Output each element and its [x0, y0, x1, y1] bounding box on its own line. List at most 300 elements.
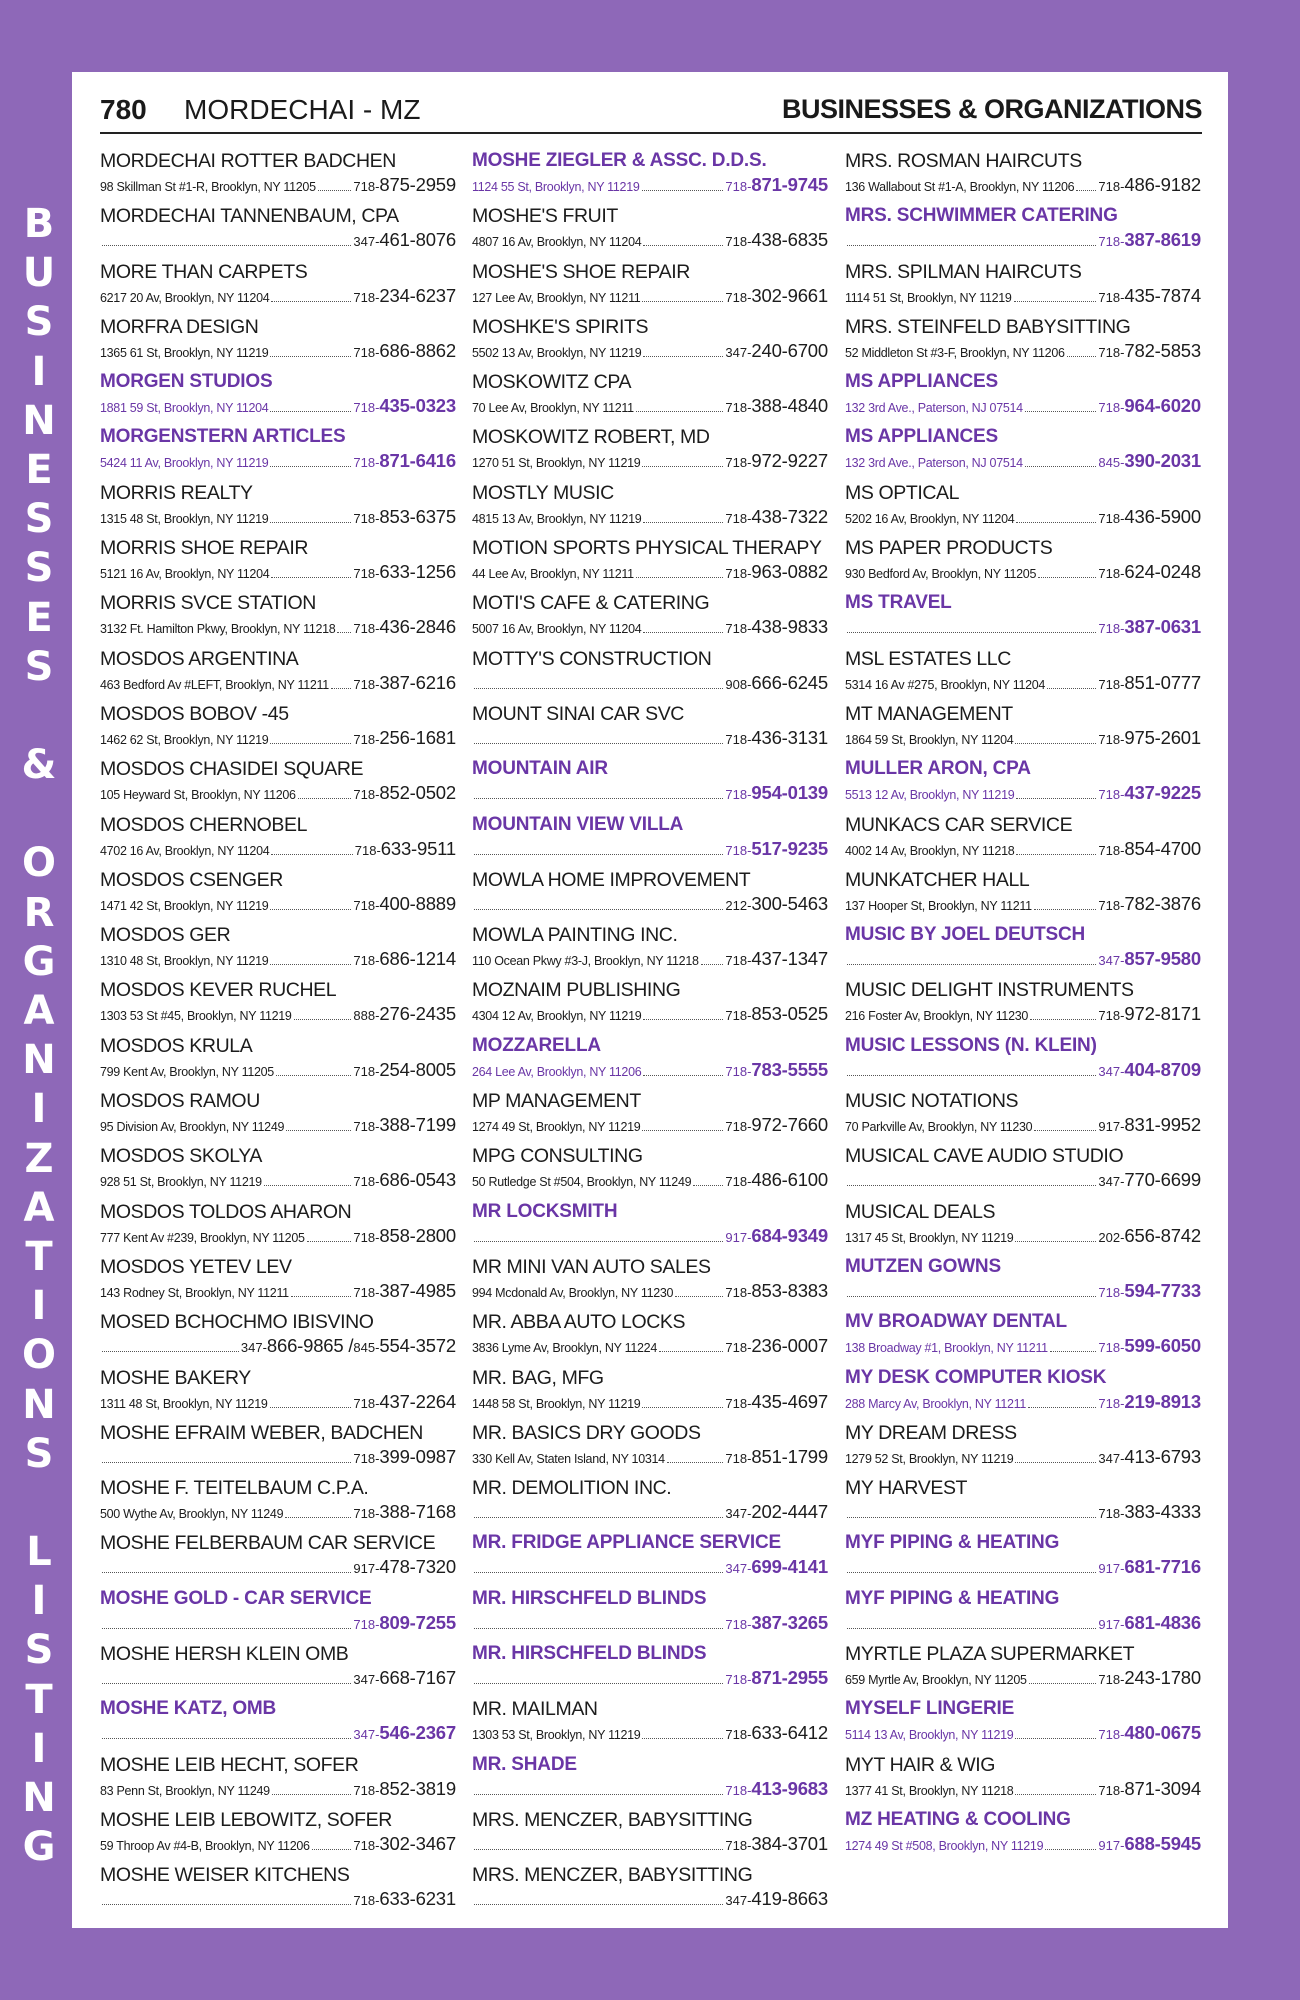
phone-number: [725, 1169, 828, 1191]
listing-entry: [100, 312, 456, 367]
business-address: 5121 16 Av, Brooklyn, NY 11204: [100, 567, 270, 582]
listing-entry: [845, 699, 1201, 754]
phone-area-code: 718-: [725, 1450, 752, 1466]
listing-entry: [845, 146, 1201, 201]
listing-detail-line: [100, 174, 456, 196]
business-address: 330 Kell Av, Staten Island, NY 10314: [472, 1451, 665, 1466]
phone-local-number: 851-1799: [751, 1445, 828, 1467]
listing-entry: [845, 644, 1201, 699]
phone-number: [1098, 1335, 1201, 1357]
business-address: 110 Ocean Pkwy #3-J, Brooklyn, NY 11218: [472, 954, 699, 969]
business-name: MR. SHADE: [472, 1753, 577, 1775]
phone-area-code: 718-: [725, 1119, 752, 1135]
business-name: MUSIC NOTATIONS: [845, 1090, 1019, 1113]
dot-leader: [331, 679, 351, 689]
listing-entry: [845, 1750, 1201, 1805]
business-name: MY HARVEST: [845, 1477, 968, 1500]
phone-number: [725, 450, 828, 472]
dot-leader: [1034, 900, 1097, 910]
dot-leader: [102, 1342, 239, 1352]
phone-area-code: 718-: [353, 455, 380, 471]
listing-detail-line: [472, 1003, 828, 1025]
listing-detail-line: [100, 1888, 456, 1910]
side-title-letter: O: [21, 840, 56, 887]
business-name: MOSHE HERSH KLEIN OMB: [100, 1643, 349, 1666]
phone-local-number: 404-8709: [1124, 1058, 1201, 1080]
phone-local-number: 276-2435: [379, 1003, 456, 1025]
phone-number: [725, 1778, 828, 1800]
phone-area-code: 718-: [1098, 1506, 1125, 1522]
dot-leader: [294, 1010, 352, 1020]
phone-local-number: 435-4697: [751, 1390, 828, 1412]
dot-leader: [102, 1453, 351, 1463]
side-title-letter: A: [23, 988, 55, 1034]
business-name: MORE THAN CARPETS: [100, 260, 308, 283]
phone-number: [1098, 395, 1201, 417]
phone-local-number: 546-2367: [379, 1722, 456, 1744]
phone-local-number: 681-7716: [1124, 1556, 1201, 1578]
listing-entry: [472, 1363, 828, 1418]
phone-area-code: 347-: [725, 344, 752, 360]
phone-number: [1098, 285, 1201, 307]
business-name: MORGEN STUDIOS: [100, 371, 273, 393]
listing-entry: [472, 1418, 828, 1473]
business-name: MOSDOS KEVER RUCHEL: [100, 979, 337, 1002]
dot-leader: [1015, 1785, 1096, 1795]
listing-entry: [100, 1805, 456, 1860]
side-title-letter: S: [24, 545, 54, 592]
listing-entry: [845, 201, 1201, 256]
phone-number: [1098, 1225, 1201, 1247]
phone-number: [725, 506, 828, 528]
side-title-letter: T: [25, 1676, 53, 1723]
business-address: 1303 53 St #45, Brooklyn, NY 11219: [100, 1009, 292, 1024]
phone-area-code: 718-: [725, 1008, 752, 1024]
phone-local-number: 624-0248: [1124, 561, 1201, 583]
listing-detail-line: [845, 672, 1201, 694]
phone-local-number: 478-7320: [379, 1556, 456, 1578]
business-address: 799 Kent Av, Brooklyn, NY 11205: [100, 1064, 274, 1079]
dot-leader: [270, 457, 351, 467]
business-name: MS APPLIANCES: [845, 426, 998, 448]
listing-entry: [472, 920, 828, 975]
phone-area-code: 718-: [725, 1837, 752, 1853]
business-address: 132 3rd Ave., Paterson, NJ 07514: [845, 456, 1023, 471]
business-name: MOSDOS CHERNOBEL: [100, 813, 308, 836]
listing-entry: [472, 1528, 828, 1583]
listing-detail-line: [100, 1114, 456, 1136]
dot-leader: [643, 623, 723, 633]
phone-local-number: 871-9745: [751, 174, 828, 195]
business-address: 1471 42 St, Brooklyn, NY 11219: [100, 898, 269, 913]
listing-entry: [100, 146, 456, 201]
business-name: MOTION SPORTS PHYSICAL THERAPY: [472, 537, 822, 560]
listing-detail-line: [472, 1169, 828, 1191]
listing-detail-line: [845, 1114, 1201, 1136]
phone-area-code: 718-: [1098, 510, 1125, 526]
phone-area-code: 718-: [353, 289, 380, 305]
phone-number: [1098, 727, 1201, 749]
phone-local-number: 202-4447: [751, 1501, 828, 1523]
phone-local-number: 461-8076: [379, 229, 456, 251]
phone-area-code: 718-: [1098, 731, 1125, 747]
dot-leader: [1050, 1342, 1097, 1352]
listing-detail-line: [100, 672, 456, 694]
dot-leader: [1025, 457, 1097, 467]
business-name: MY DESK COMPUTER KIOSK: [845, 1366, 1107, 1388]
phone-area-code: 718-: [725, 1616, 752, 1632]
dot-leader: [271, 292, 351, 302]
business-name: MUSIC BY JOEL DEUTSCH: [845, 924, 1086, 946]
business-address: 132 3rd Ave., Paterson, NJ 07514: [845, 401, 1023, 416]
phone-number: [353, 1225, 456, 1247]
phone-number: [725, 1722, 828, 1744]
phone-local-number: 234-6237: [379, 284, 456, 306]
listing-entry: [472, 644, 828, 699]
phone-area-code: 718-: [353, 787, 380, 803]
listing-entry: [100, 1307, 456, 1362]
phone-area-code: 718-: [353, 1063, 380, 1079]
phone-number: [725, 782, 828, 804]
business-name: MOSDOS BOBOV -45: [100, 702, 289, 725]
side-title-letter: E: [25, 446, 53, 493]
phone-number: [725, 616, 828, 638]
business-name: MOUNTAIN VIEW VILLA: [472, 813, 684, 835]
business-address: 138 Broadway #1, Brooklyn, NY 11211: [845, 1341, 1048, 1356]
business-name: MOSTLY MUSIC: [472, 481, 614, 504]
listing-detail-line: [845, 727, 1201, 749]
phone-local-number: 437-1347: [751, 948, 828, 970]
phone-number: [725, 285, 828, 307]
listing-detail-line: [472, 1556, 828, 1578]
phone-area-code: 718-: [353, 676, 380, 692]
phone-number: [1098, 1059, 1201, 1081]
business-address: 463 Bedford Av #LEFT, Brooklyn, NY 11211: [100, 677, 329, 692]
listing-detail-line: [100, 1612, 456, 1634]
phone-local-number: 866-9865 /: [266, 1335, 354, 1357]
side-title-letter: [14, 1479, 64, 1528]
phone-local-number: 686-0543: [379, 1169, 456, 1191]
business-name: MORRIS SVCE STATION: [100, 592, 316, 615]
business-address: 5314 16 Av #275, Brooklyn, NY 11204: [845, 677, 1046, 692]
dot-leader: [1076, 181, 1096, 191]
phone-number: [725, 1391, 828, 1413]
side-title-letter: O: [21, 1332, 56, 1379]
business-name: MOUNT SINAI CAR SVC: [472, 702, 684, 725]
phone-number: [353, 616, 456, 638]
phone-area-code: 845-: [1098, 455, 1125, 471]
dot-leader: [474, 1785, 723, 1795]
dot-leader: [847, 1619, 1096, 1629]
phone-number: [1098, 782, 1201, 804]
phone-local-number: 302-3467: [379, 1832, 456, 1854]
business-name: MRS. MENCZER, BABYSITTING: [472, 1864, 753, 1887]
phone-number: [353, 1556, 456, 1578]
phone-local-number: 438-9833: [751, 616, 828, 638]
dot-leader: [474, 679, 723, 689]
phone-local-number: 633-6231: [379, 1888, 456, 1910]
listing-detail-line: [845, 285, 1201, 307]
business-name: MS PAPER PRODUCTS: [845, 537, 1053, 560]
business-name: MOSHKE'S SPIRITS: [472, 315, 649, 338]
phone-local-number: 782-3876: [1124, 892, 1201, 914]
listing-detail-line: [100, 1335, 456, 1357]
business-address: 1270 51 St, Brooklyn, NY 11219: [472, 456, 641, 471]
listing-entry: [472, 1031, 828, 1086]
phone-number: [353, 229, 456, 251]
phone-area-code: 347-: [1098, 1174, 1125, 1190]
phone-local-number: 436-2846: [379, 616, 456, 638]
business-name: MOTI'S CAFE & CATERING: [472, 592, 710, 615]
listing-entry: [472, 1584, 828, 1639]
listing-detail-line: [845, 561, 1201, 583]
phone-local-number: 243-1780: [1124, 1667, 1201, 1689]
phone-area-code: 347-: [1098, 1450, 1125, 1466]
listing-entry: [472, 754, 828, 809]
phone-number: [241, 1335, 354, 1357]
phone-local-number: 240-6700: [751, 339, 828, 361]
listing-entry: [845, 1363, 1201, 1418]
phone-area-code: 718-: [1098, 897, 1125, 913]
phone-number: [353, 1888, 456, 1910]
dot-leader: [1016, 513, 1096, 523]
dot-leader: [291, 1287, 352, 1297]
listing-entry: [472, 1860, 828, 1915]
phone-area-code: 917-: [1098, 1616, 1125, 1632]
phone-area-code: 212-: [725, 897, 752, 913]
dot-leader: [307, 1232, 352, 1242]
business-name: MORRIS REALTY: [100, 481, 253, 504]
dot-leader: [1034, 1121, 1096, 1131]
listing-detail-line: [845, 1501, 1201, 1523]
dot-leader: [847, 1508, 1096, 1518]
listing-detail-line: [100, 340, 456, 362]
phone-area-code: 917-: [1098, 1837, 1125, 1853]
listing-detail-line: [472, 1280, 828, 1302]
phone-local-number: 854-4700: [1124, 837, 1201, 859]
phone-area-code: 718-: [353, 566, 380, 582]
phone-area-code: 718-: [353, 1174, 380, 1190]
listing-entry: [472, 1473, 828, 1528]
business-name: MOSHE KATZ, OMB: [100, 1698, 277, 1720]
business-address: 928 51 St, Brooklyn, NY 11219: [100, 1175, 262, 1190]
listing-detail-line: [472, 1888, 828, 1910]
phone-number: [1098, 1833, 1201, 1855]
business-address: 5202 16 Av, Brooklyn, NY 11204: [845, 511, 1015, 526]
listing-entry: [100, 1694, 456, 1749]
phone-number: [725, 1003, 828, 1025]
listing-entry: [845, 257, 1201, 312]
phone-local-number: 236-0007: [751, 1335, 828, 1357]
phone-area-code: 718-: [353, 510, 380, 526]
business-address: 137 Hooper St, Brooklyn, NY 11211: [845, 898, 1032, 913]
listing-entry: [100, 865, 456, 920]
dot-leader: [474, 1674, 723, 1684]
phone-area-code: 718-: [353, 1229, 380, 1245]
listing-entry: [845, 810, 1201, 865]
business-name: MOSHE GOLD - CAR SERVICE: [100, 1587, 372, 1609]
phone-local-number: 857-9580: [1124, 948, 1201, 970]
listing-entry: [100, 644, 456, 699]
phone-number: [725, 395, 828, 417]
listing-detail-line: [845, 1169, 1201, 1191]
business-address: 127 Lee Av, Brooklyn, NY 11211: [472, 290, 641, 305]
business-name: MUSICAL CAVE AUDIO STUDIO: [845, 1145, 1124, 1168]
side-title-letter: U: [22, 250, 56, 297]
phone-local-number: 254-8005: [379, 1058, 456, 1080]
listing-detail-line: [845, 1556, 1201, 1578]
phone-number: [1098, 1667, 1201, 1689]
phone-area-code: 347-: [1098, 953, 1125, 969]
listing-detail-line: [845, 1778, 1201, 1800]
business-address: 994 Mcdonald Av, Brooklyn, NY 11230: [472, 1285, 674, 1300]
listing-entry: [845, 588, 1201, 643]
listing-entry: [845, 1694, 1201, 1749]
listing-entry: [472, 257, 828, 312]
phone-local-number: 770-6699: [1124, 1169, 1201, 1191]
phone-area-code: 347-: [353, 1727, 380, 1743]
phone-number: [1098, 561, 1201, 583]
dot-leader: [1015, 1453, 1096, 1463]
dot-leader: [847, 1563, 1096, 1573]
phone-local-number: 858-2800: [379, 1224, 456, 1246]
phone-area-code: 908-: [725, 676, 752, 692]
phone-local-number: 302-9661: [751, 284, 828, 306]
dot-leader: [643, 347, 723, 357]
business-address: 1311 48 St, Brooklyn, NY 11219: [100, 1396, 268, 1411]
business-name: MUTZEN GOWNS: [845, 1255, 1001, 1277]
phone-area-code: 718-: [353, 179, 380, 194]
phone-number: [353, 1501, 456, 1523]
phone-area-code: 718-: [725, 953, 752, 969]
phone-number: [725, 838, 828, 860]
listing-entry: [845, 920, 1201, 975]
listing-detail-line: [100, 1667, 456, 1689]
phone-number: [725, 893, 828, 915]
phone-local-number: 633-6412: [751, 1722, 828, 1744]
phone-area-code: 718-: [353, 1616, 380, 1632]
phone-area-code: 347-: [725, 1506, 752, 1522]
listing-detail-line: [845, 1612, 1201, 1634]
phone-local-number: 972-9227: [751, 450, 828, 472]
phone-area-code: 718-: [353, 400, 380, 416]
phone-number: [1098, 1280, 1201, 1302]
phone-number: [725, 340, 828, 362]
listing-entry: [845, 1307, 1201, 1362]
dot-leader: [337, 623, 351, 633]
business-name: MR. MAILMAN: [472, 1698, 598, 1721]
phone-local-number: 437-2264: [379, 1390, 456, 1412]
business-address: 1114 51 St, Brooklyn, NY 11219: [845, 290, 1012, 305]
phone-number: [725, 1612, 828, 1634]
phone-local-number: 388-7199: [379, 1114, 456, 1136]
phone-local-number: 875-2959: [379, 174, 456, 195]
business-name: MOSHE WEISER KITCHENS: [100, 1864, 350, 1887]
dot-leader: [285, 1508, 351, 1518]
business-name: MORDECHAI TANNENBAUM, CPA: [100, 205, 399, 228]
dot-leader: [102, 1563, 351, 1573]
phone-area-code: 718-: [725, 289, 752, 305]
side-title-letter: R: [23, 889, 55, 936]
business-address: 4304 12 Av, Brooklyn, NY 11219: [472, 1009, 642, 1024]
listing-entry: [100, 1584, 456, 1639]
phone-area-code: 347-: [240, 1340, 267, 1356]
phone-local-number: 975-2601: [1124, 726, 1201, 748]
listing-detail-line: [845, 1003, 1201, 1025]
phone-number: [1098, 893, 1201, 915]
phone-area-code: 718-: [1098, 566, 1125, 582]
phone-area-code: 718-: [725, 400, 752, 416]
listing-detail-line: [845, 395, 1201, 417]
business-name: MRS. STEINFELD BABYSITTING: [845, 315, 1131, 338]
phone-local-number: 388-7168: [379, 1501, 456, 1523]
side-section-title: [14, 200, 64, 1872]
business-name: MS OPTICAL: [845, 481, 960, 504]
phone-area-code: 718-: [725, 179, 752, 194]
listing-detail-line: [472, 229, 828, 251]
business-address: 50 Rutledge St #504, Brooklyn, NY 11249: [472, 1175, 692, 1190]
business-name: MRS. MENCZER, BABYSITTING: [472, 1808, 753, 1831]
side-title-letter: I: [31, 1086, 47, 1133]
dot-leader: [298, 789, 352, 799]
phone-number: [725, 1446, 828, 1468]
phone-local-number: 413-9683: [751, 1777, 828, 1799]
listing-detail-line: [472, 1391, 828, 1413]
dot-leader: [102, 1895, 351, 1905]
phone-number: [1098, 1501, 1201, 1523]
listing-entry: [845, 1086, 1201, 1141]
phone-local-number: 435-0323: [379, 395, 456, 417]
business-address: 70 Lee Av, Brooklyn, NY 11211: [472, 401, 634, 416]
phone-local-number: 400-8889: [379, 892, 456, 914]
phone-number: [1098, 948, 1201, 970]
dot-leader: [474, 1232, 723, 1242]
listing-entry: [100, 1750, 456, 1805]
phone-number: [1098, 1114, 1201, 1136]
dot-leader: [675, 1287, 723, 1297]
phone-area-code: 718-: [353, 1893, 380, 1909]
business-name: MOSHE BAKERY: [100, 1366, 251, 1389]
listing-entry: [100, 533, 456, 588]
phone-local-number: 387-8619: [1124, 229, 1201, 251]
listing-detail-line: [845, 174, 1201, 196]
listing-detail-line: [845, 838, 1201, 860]
business-address: 264 Lee Av, Brooklyn, NY 11206: [472, 1064, 642, 1079]
listing-entry: [845, 975, 1201, 1030]
phone-local-number: 782-5853: [1124, 339, 1201, 361]
listing-entry: [100, 810, 456, 865]
listing-detail-line: [472, 1612, 828, 1634]
dot-leader: [642, 457, 723, 467]
dot-leader: [270, 900, 351, 910]
side-title-letter: B: [23, 201, 55, 247]
phone-number: [725, 948, 828, 970]
phone-area-code: 718-: [1098, 1284, 1125, 1300]
phone-area-code: 718-: [1098, 400, 1125, 416]
phone-number: [353, 1612, 456, 1634]
dot-leader: [102, 1674, 351, 1684]
phone-area-code: 718-: [353, 1395, 380, 1411]
side-title-letter: T: [25, 1233, 53, 1280]
listing-detail-line: [100, 893, 456, 915]
dot-leader: [1038, 568, 1096, 578]
business-address: 3132 Ft. Hamilton Pkwy, Brooklyn, NY 11218: [100, 622, 336, 637]
business-address: 5114 13 Av, Brooklyn, NY 11219: [845, 1728, 1014, 1743]
phone-area-code: 888-: [353, 1008, 380, 1024]
business-address: 216 Foster Av, Brooklyn, NY 11230: [845, 1009, 1029, 1024]
phone-local-number: 871-2955: [751, 1667, 828, 1689]
phone-number: [353, 1391, 456, 1413]
